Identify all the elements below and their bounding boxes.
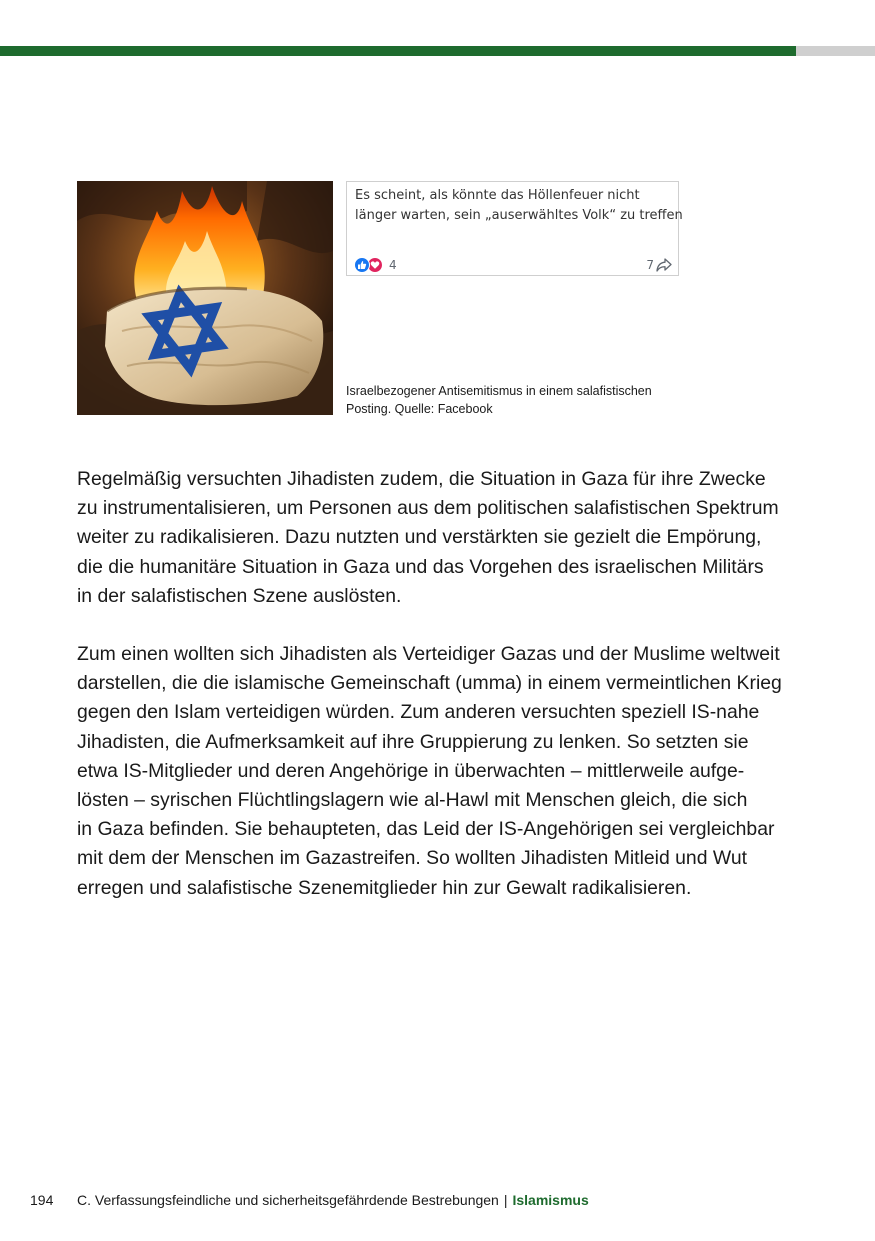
text-line: mit dem der Menschen im Gazastreifen. So wollten Jihadisten Mitleid und Wut — [77, 847, 747, 870]
header-accent-rule — [0, 46, 796, 56]
text-line: weiter zu radikalisieren. Dazu nutzten und verstärkten sie gezielt die Empörung, — [77, 526, 762, 549]
post-reactions[interactable] — [354, 256, 397, 274]
post-text-line: Es scheint, als könnte das Höllenfeuer nicht — [355, 188, 640, 203]
facebook-post — [346, 181, 683, 276]
footer-section: Islamismus — [512, 1192, 589, 1208]
body-paragraph-1 — [77, 465, 807, 611]
reaction-count: 4 — [389, 258, 397, 272]
text-line: zu instrumentalisieren, um Personen aus dem politischen salafistischen Spektrum — [77, 497, 779, 520]
post-text — [355, 186, 683, 226]
post-shares[interactable] — [646, 256, 672, 274]
post-text-line: länger warten, sein „auserwähltes Volk“ zu treffen — [355, 208, 683, 223]
page-footer — [30, 1190, 589, 1210]
page-number: 194 — [30, 1192, 54, 1208]
figure-caption — [346, 382, 706, 418]
share-count: 7 — [646, 258, 654, 272]
burning-flag-photo — [77, 181, 333, 415]
text-line: darstellen, die die islamische Gemeinschaft (umma) in einem vermeintlichen Krieg — [77, 672, 782, 695]
text-line: lösten – syrischen Flüchtlingslagern wie al-Hawl mit Menschen gleich, die sich — [77, 789, 748, 812]
text-line: erregen und salafistische Szenemitglieder hin zur Gewalt radikalisieren. — [77, 876, 692, 899]
caption-line: Posting. Quelle: Facebook — [346, 402, 493, 416]
text-line: in Gaza befinden. Sie behaupteten, das Leid der IS-Angehörigen sei vergleichbar — [77, 818, 775, 841]
body-paragraph-2 — [77, 640, 807, 903]
text-line: Zum einen wollten sich Jihadisten als Verteidiger Gazas und der Muslime weltweit — [77, 643, 780, 665]
text-line: Jihadisten, die Aufmerksamkeit auf ihre Gruppierung zu lenken. So setzten sie — [77, 730, 749, 753]
footer-separator: | — [503, 1192, 508, 1208]
text-line: die die humanitäre Situation in Gaza und das Vorgehen des israelischen Militärs — [77, 555, 764, 578]
caption-line: Israelbezogener Antisemitismus in einem salafistischen — [346, 384, 652, 398]
footer-chapter: C. Verfassungsfeindliche und sicherheitsgefährdende Bestrebungen — [77, 1192, 499, 1208]
text-line: etwa IS-Mitglieder und deren Angehörige in überwachten – mittlerweile aufge- — [77, 759, 745, 782]
header-rule-end — [796, 46, 875, 56]
text-line: Regelmäßig versuchten Jihadisten zudem, die Situation in Gaza für ihre Zwecke — [77, 468, 766, 490]
text-line: in der salafistischen Szene auslösten. — [77, 584, 402, 607]
text-line: gegen den Islam verteidigen würden. Zum anderen versuchten speziell IS-nahe — [77, 701, 760, 724]
like-icon — [354, 257, 370, 273]
share-arrow-icon — [656, 258, 672, 272]
